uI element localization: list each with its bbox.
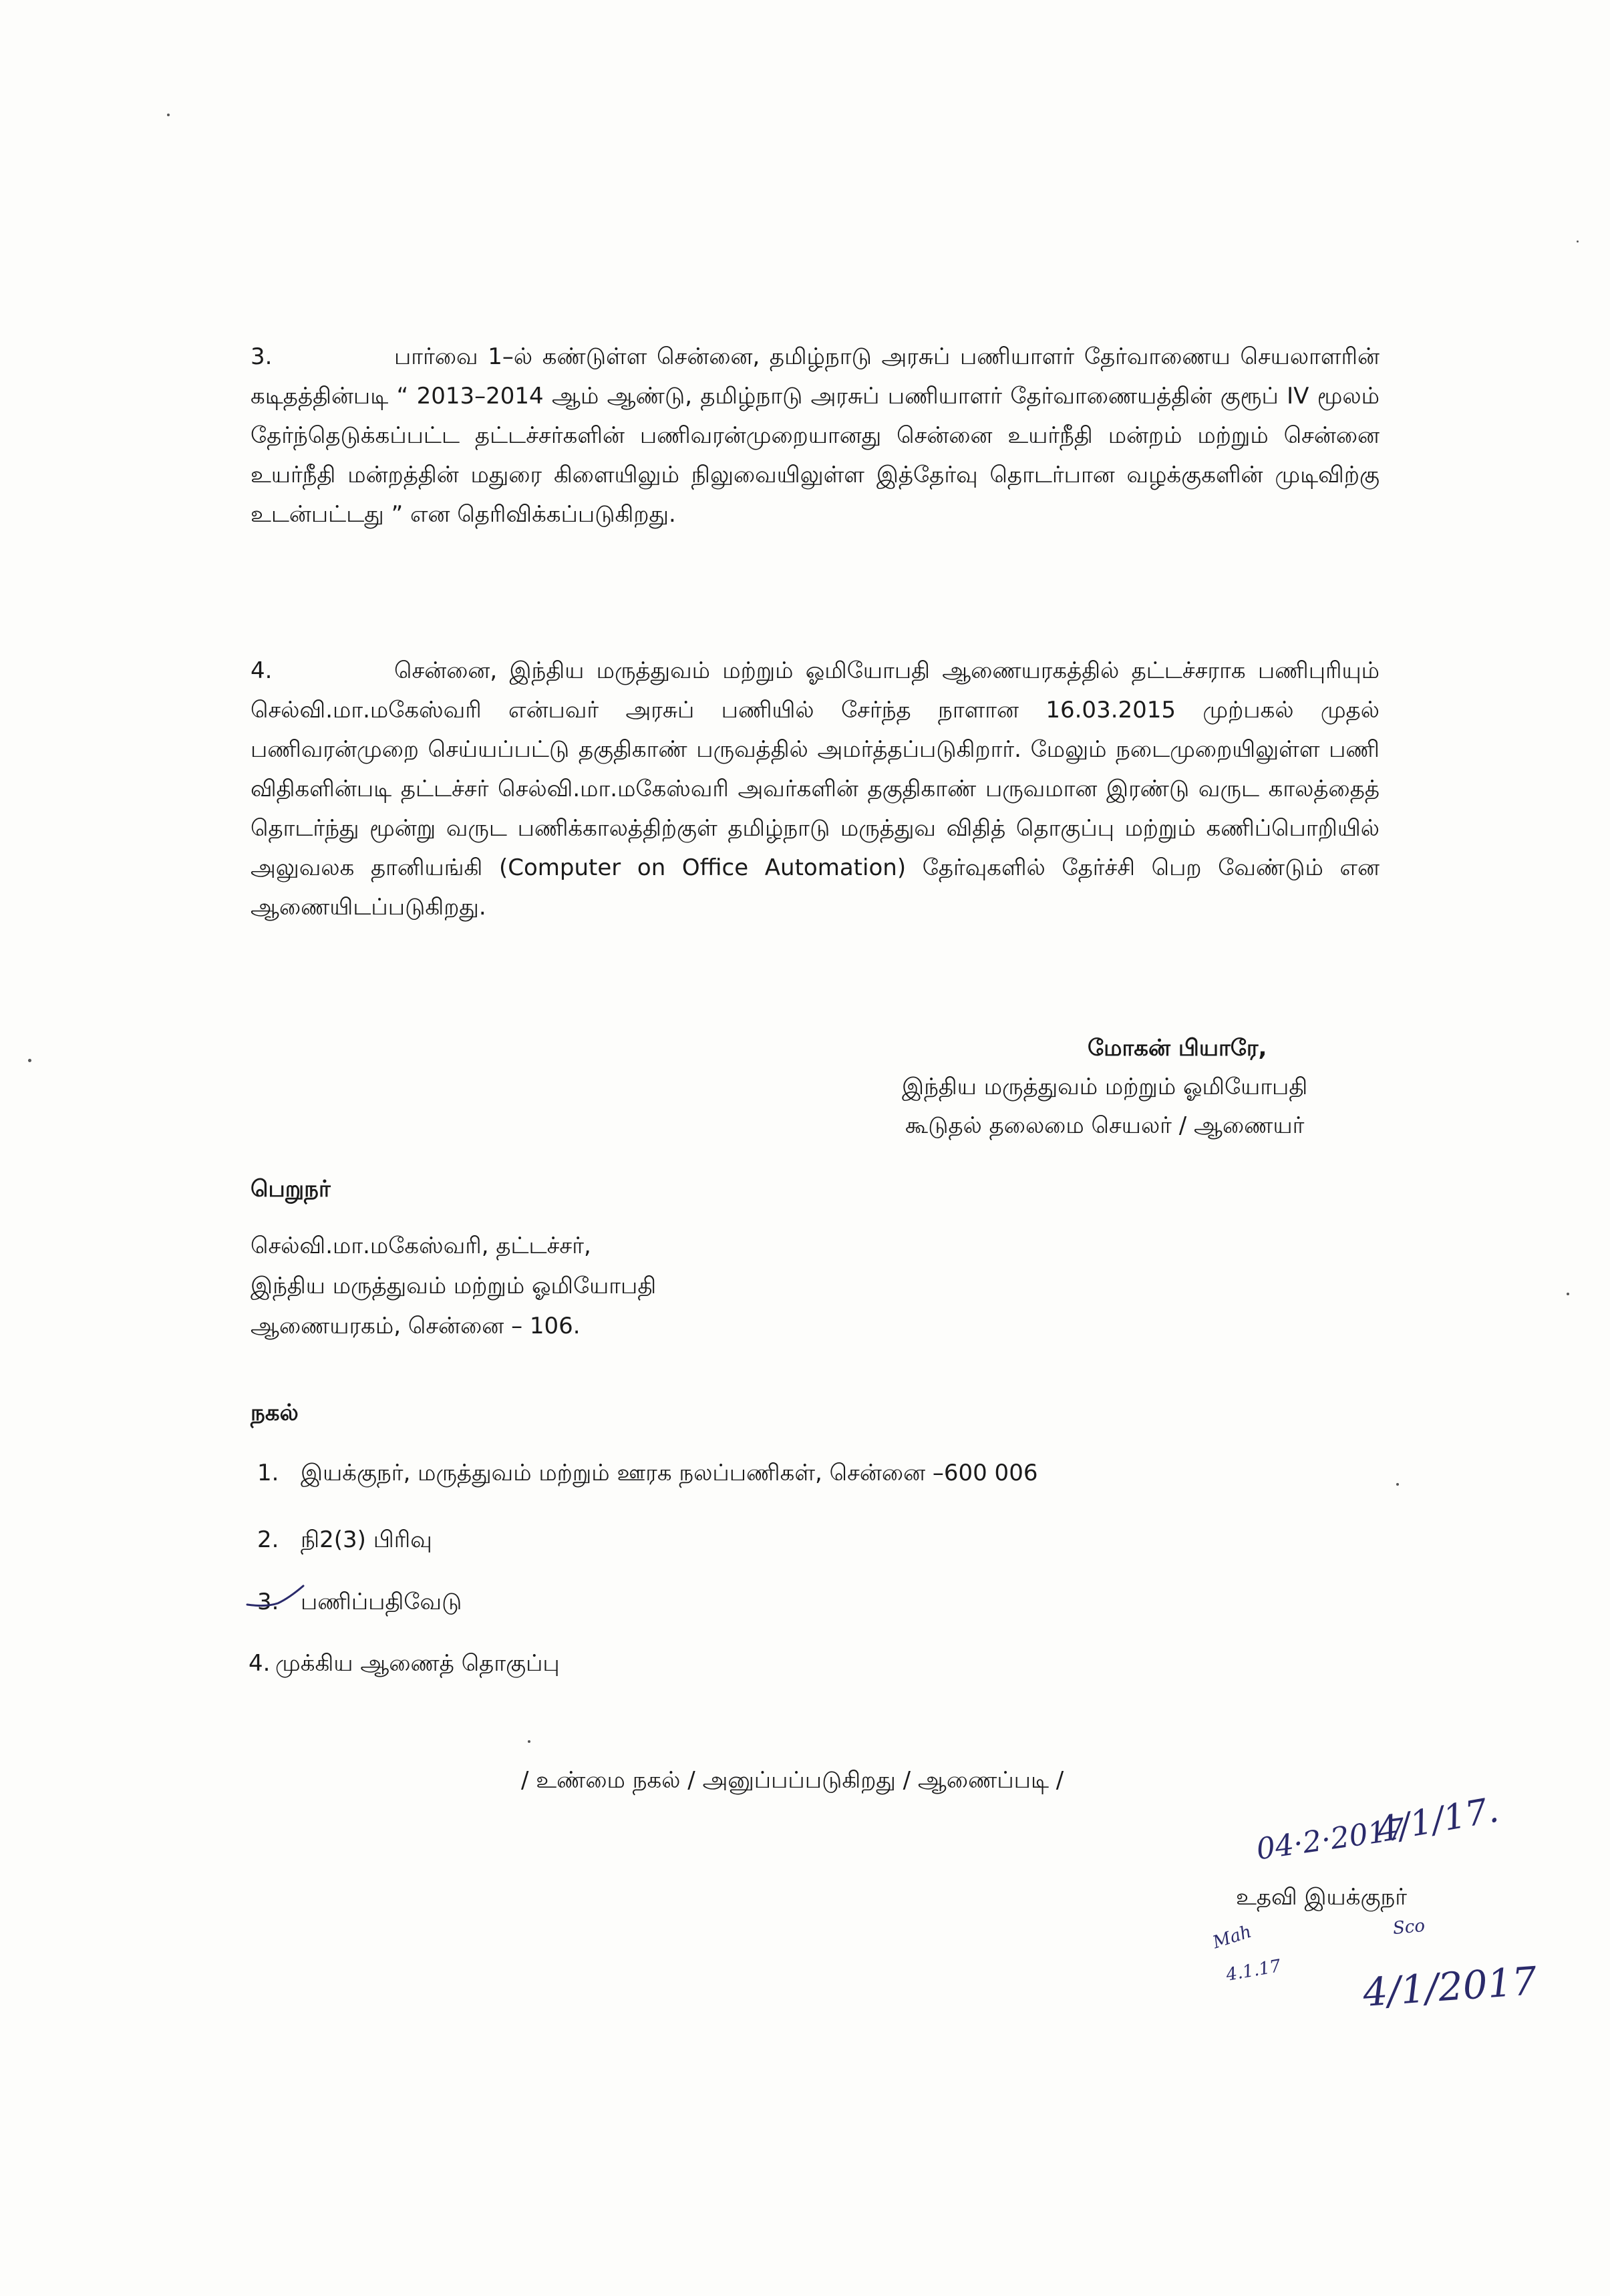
copy-heading: நகல் [251, 1400, 299, 1426]
copy-list-item [257, 1460, 1037, 1489]
handwritten-tick-mark-icon [246, 1583, 306, 1617]
paragraph-3-text: பார்வை 1–ல் கண்டுள்ள சென்னை, தமிழ்நாடு அரசுப் பணியாளர் தேர்வாணைய செயலாளரின் கடிதத்தின்படி “ 2013–2014 ஆம் ஆண்டு, தமிழ்நாடு அரசுப் பணியாளர் தேர்வாணையத்தின் குரூப் IV மூலம் தேர்ந்தெடுக்கப்பட்ட தட்டச்சர்களின் பணிவரன்முறையானது சென்னை உயர்நீதி மன்றம் மற்றும் சென்னை உயர்நீதி மன்றத்தின் மதுரை கிளையிலும் நிலுவையிலுள்ள இத்தேர்வு தொடர்பான வழக்குகளின் முடிவிற்கு உடன்பட்டது ” என தெரிவிக்கப்படுகிறது. [251, 343, 1380, 528]
scan-speck [528, 1740, 530, 1743]
paragraph-4 [251, 651, 1380, 927]
true-copy-forwarded-line: / உண்மை நகல் / அனுப்பப்படுகிறது / ஆணைப்படி / [521, 1767, 1064, 1794]
recipient-address [251, 1226, 656, 1346]
scan-speck [28, 1059, 31, 1062]
scan-speck [1567, 1293, 1569, 1295]
paragraph-3-number: 3. [251, 343, 273, 370]
scan-speck [167, 114, 170, 116]
scan-speck [1396, 1483, 1399, 1486]
assistant-director-designation: உதவி இயக்குநர் [1236, 1884, 1408, 1911]
handwritten-initials-1: Mah [1210, 1921, 1255, 1953]
recipient-line-3: ஆணையரகம், சென்னை – 106. [251, 1313, 581, 1339]
copy-item-text: முக்கிய ஆணைத் தொகுப்பு [275, 1650, 560, 1677]
signatory-title [902, 1068, 1307, 1145]
handwritten-initials-2: Sco [1392, 1915, 1426, 1939]
paragraph-4-text: சென்னை, இந்திய மருத்துவம் மற்றும் ஓமியோபதி ஆணையரகத்தில் தட்டச்சராக பணிபுரியும் செல்வி.மா.மகேஸ்வரி என்பவர் அரசுப் பணியில் சேர்ந்த நாளான 16.03.2015 முற்பகல் முதல் பணிவரன்முறை செய்யப்பட்டு தகுதிகாண் பருவத்தில் அமர்த்தப்படுகிறார். மேலும் நடைமுறையிலுள்ள பணி விதிகளின்படி தட்டச்சர் செல்வி.மா.மகேஸ்வரி அவர்களின் தகுதிகாண் பருவமான இரண்டு வருட காலத்தைத் தொடர்ந்து மூன்று வருட பணிக்காலத்திற்குள் தமிழ்நாடு மருத்துவ விதித் தொகுப்பு மற்றும் கணிப்பொறியில் அலுவலக தானியங்கி (Computer on Office Automation) தேர்வுகளில் தேர்ச்சி பெற வேண்டும் என ஆணையிடப்படுகிறது. [251, 657, 1380, 921]
signatory-title-line-1: இந்திய மருத்துவம் மற்றும் ஓமியோபதி [902, 1074, 1308, 1100]
handwritten-date-3: 4.1.17 [1225, 1956, 1283, 1985]
copy-item-text: பணிப்பதிவேடு [301, 1589, 462, 1615]
handwritten-date-1: 04·2·2017 [1254, 1812, 1408, 1867]
copy-item-text: நி2(3) பிரிவு [301, 1526, 432, 1553]
recipient-line-2: இந்திய மருத்துவம் மற்றும் ஓமியோபதி [251, 1273, 657, 1299]
recipient-line-1: செல்வி.மா.மகேஸ்வரி, தட்டச்சர், [251, 1233, 591, 1259]
copy-list-item [249, 1650, 560, 1679]
recipient-heading: பெறுநர் [251, 1176, 331, 1202]
scan-speck [1577, 240, 1579, 242]
copy-item-number: 1. [257, 1460, 279, 1486]
paragraph-3 [251, 337, 1380, 534]
signatory-title-line-2: கூடுதல் தலைமை செயலர் / ஆணையர் [905, 1112, 1305, 1139]
copy-item-number: 3. [257, 1589, 279, 1615]
handwritten-date-4: 4/1/2017 [1361, 1957, 1539, 2016]
copy-item-number: 2. [257, 1526, 279, 1553]
signatory-name: மோகன் பியாரே, [1088, 1035, 1267, 1061]
copy-item-text: இயக்குநர், மருத்துவம் மற்றும் ஊரக நலப்பணிகள், சென்னை –600 006 [301, 1460, 1038, 1486]
copy-item-number: 4. [249, 1650, 271, 1677]
handwritten-date-2: 4/1/17. [1374, 1790, 1502, 1851]
paragraph-4-number: 4. [251, 657, 273, 684]
copy-list-item [257, 1526, 432, 1556]
